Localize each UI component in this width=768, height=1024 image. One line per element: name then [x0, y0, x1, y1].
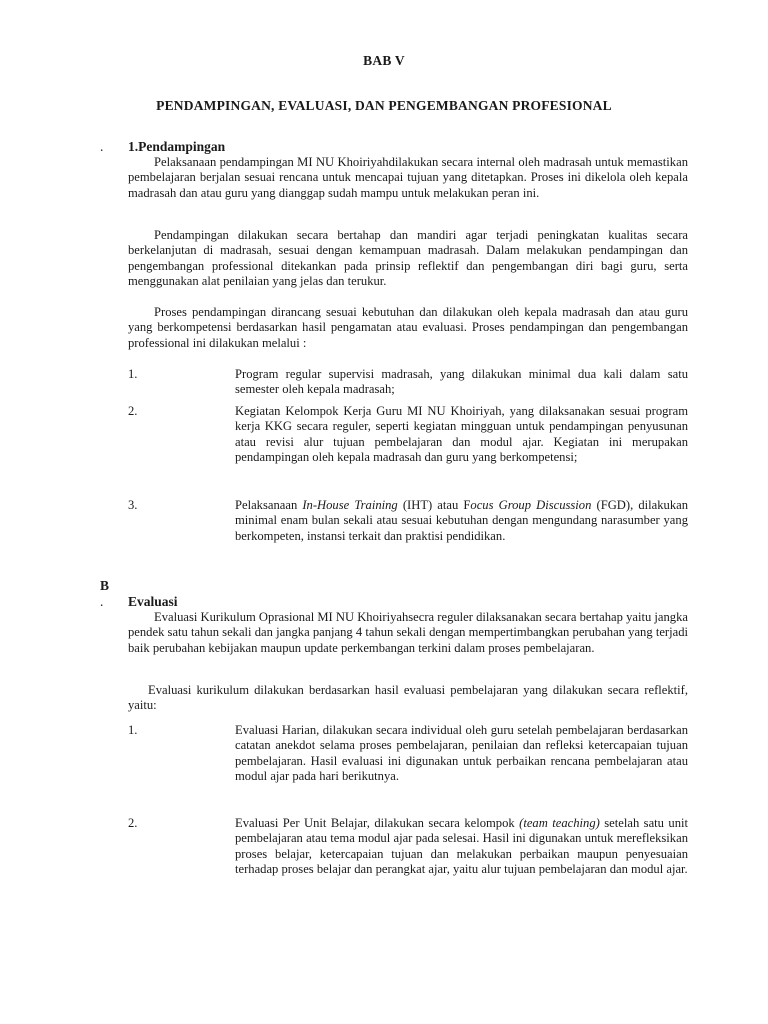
list-item [235, 816, 688, 878]
list-item-italic: (team teaching) [519, 816, 600, 830]
list-item: Program regular supervisi madrasah, yang dilakukan minimal dua kali dalam satu semester oleh kepala madrasah; [235, 367, 688, 397]
list-item-text: setelah satu unit pembelajaran atau tema modul ajar pada selesai. Hasil ini digunakan untuk merefleksikan proses belajar, ketercapaian tujuan dan melakukan perbaikan maupun penyesuaian terhadap proses belajar dan perangkat ajar, yaitu alur tujuan pembelajaran dan modul ajar. [235, 816, 688, 877]
list-item-italic: In-House Training [302, 498, 398, 512]
list-item-italic: ocus Group Discussion [470, 498, 592, 512]
paragraph: Evaluasi kurikulum dilakukan berdasarkan hasil evaluasi pembelajaran yang dilakukan secara reflektif, yaitu: [128, 683, 688, 713]
list-number: 2. [128, 816, 138, 830]
section-a-marker: . [100, 139, 104, 154]
section-a-heading: 1.Pendampingan [128, 139, 226, 154]
list-item [235, 498, 688, 544]
chapter-title: BAB V [363, 53, 405, 68]
section-b-heading: Evaluasi [128, 594, 178, 609]
list-number: 1. [128, 723, 138, 737]
list-item-text: (IHT) atau F [397, 498, 471, 512]
list-number: 2. [128, 404, 138, 418]
list-item: Kegiatan Kelompok Kerja Guru MI NU Khoiriyah, yang dilaksanakan sesuai program kerja KKG secara reguler, seperti kegiatan mingguan untuk pendampingan penyusunan atau revisi alur tujuan pembelajaran dan modul ajar. Kegiatan ini merupakan pendampingan oleh kepala madrasah dan guru yang berkompetensi; [235, 404, 688, 465]
list-item: Evaluasi Harian, dilakukan secara individual oleh guru setelah pembelajaran berdasarkan catatan anekdot selama proses pembelajaran, penilaian dan refleksi ketercapaian tujuan pembelajaran. Hasil evaluasi ini digunakan untuk perbaikan rencana pembelajaran atau modul ajar pada hari berikutnya. [235, 723, 688, 784]
list-item-text: Evaluasi Per Unit Belajar, dilakukan secara kelompok [235, 816, 520, 830]
paragraph: Pendampingan dilakukan secara bertahap dan mandiri agar terjadi peningkatan kualitas secara berkelanjutan di madrasah, sesuai dengan kemampuan madrasah. Dalam melakukan pendampingan dan pengembangan professional ditekankan pada prinsip reflektif dan pengembangan diri bagi guru, serta menggunakan alat penilaian yang jelas dan terukur. [128, 228, 688, 289]
list-number: 3. [128, 498, 138, 512]
list-item-text: (FGD), dilakukan minimal enam bulan sekali atau sesuai kebutuhan dengan mengundang narasumber yang berkompeten, instansi terkait dan praktisi pendidikan. [235, 498, 689, 543]
section-b-marker: . [100, 594, 104, 609]
list-item-text: Pelaksanaan [235, 498, 303, 512]
paragraph: Pelaksanaan pendampingan MI NU Khoiriyahdilakukan secara internal oleh madrasah untuk memastikan pembelajaran berjalan sesuai rencana untuk mencapai tujuan yang ditetapkan. Proses ini dikelola oleh kepala madrasah dan atau guru yang dianggap sudah mampu untuk melakukan peran ini. [128, 155, 688, 200]
section-b-letter: B [100, 578, 110, 593]
paragraph: Evaluasi Kurikulum Oprasional MI NU Khoiriyahsecra reguler dilaksanakan secara bertahap yaitu jangka pendek satu tahun sekali dan jangka panjang 4 tahun sekali dengan mempertimbangkan perubahan yang terjadi baik perubahan kebijakan maupun update perkembangan terkini dalam proses pembelajaran. [128, 610, 688, 655]
paragraph: Proses pendampingan dirancang sesuai kebutuhan dan dilakukan oleh kepala madrasah dan atau guru yang berkompetensi berdasarkan hasil pengamatan atau evaluasi. Proses pendampingan dan pengembangan professional ini dilakukan melalui : [128, 305, 688, 350]
main-title: PENDAMPINGAN, EVALUASI, DAN PENGEMBANGAN PROFESIONAL [156, 98, 612, 113]
list-number: 1. [128, 367, 138, 381]
